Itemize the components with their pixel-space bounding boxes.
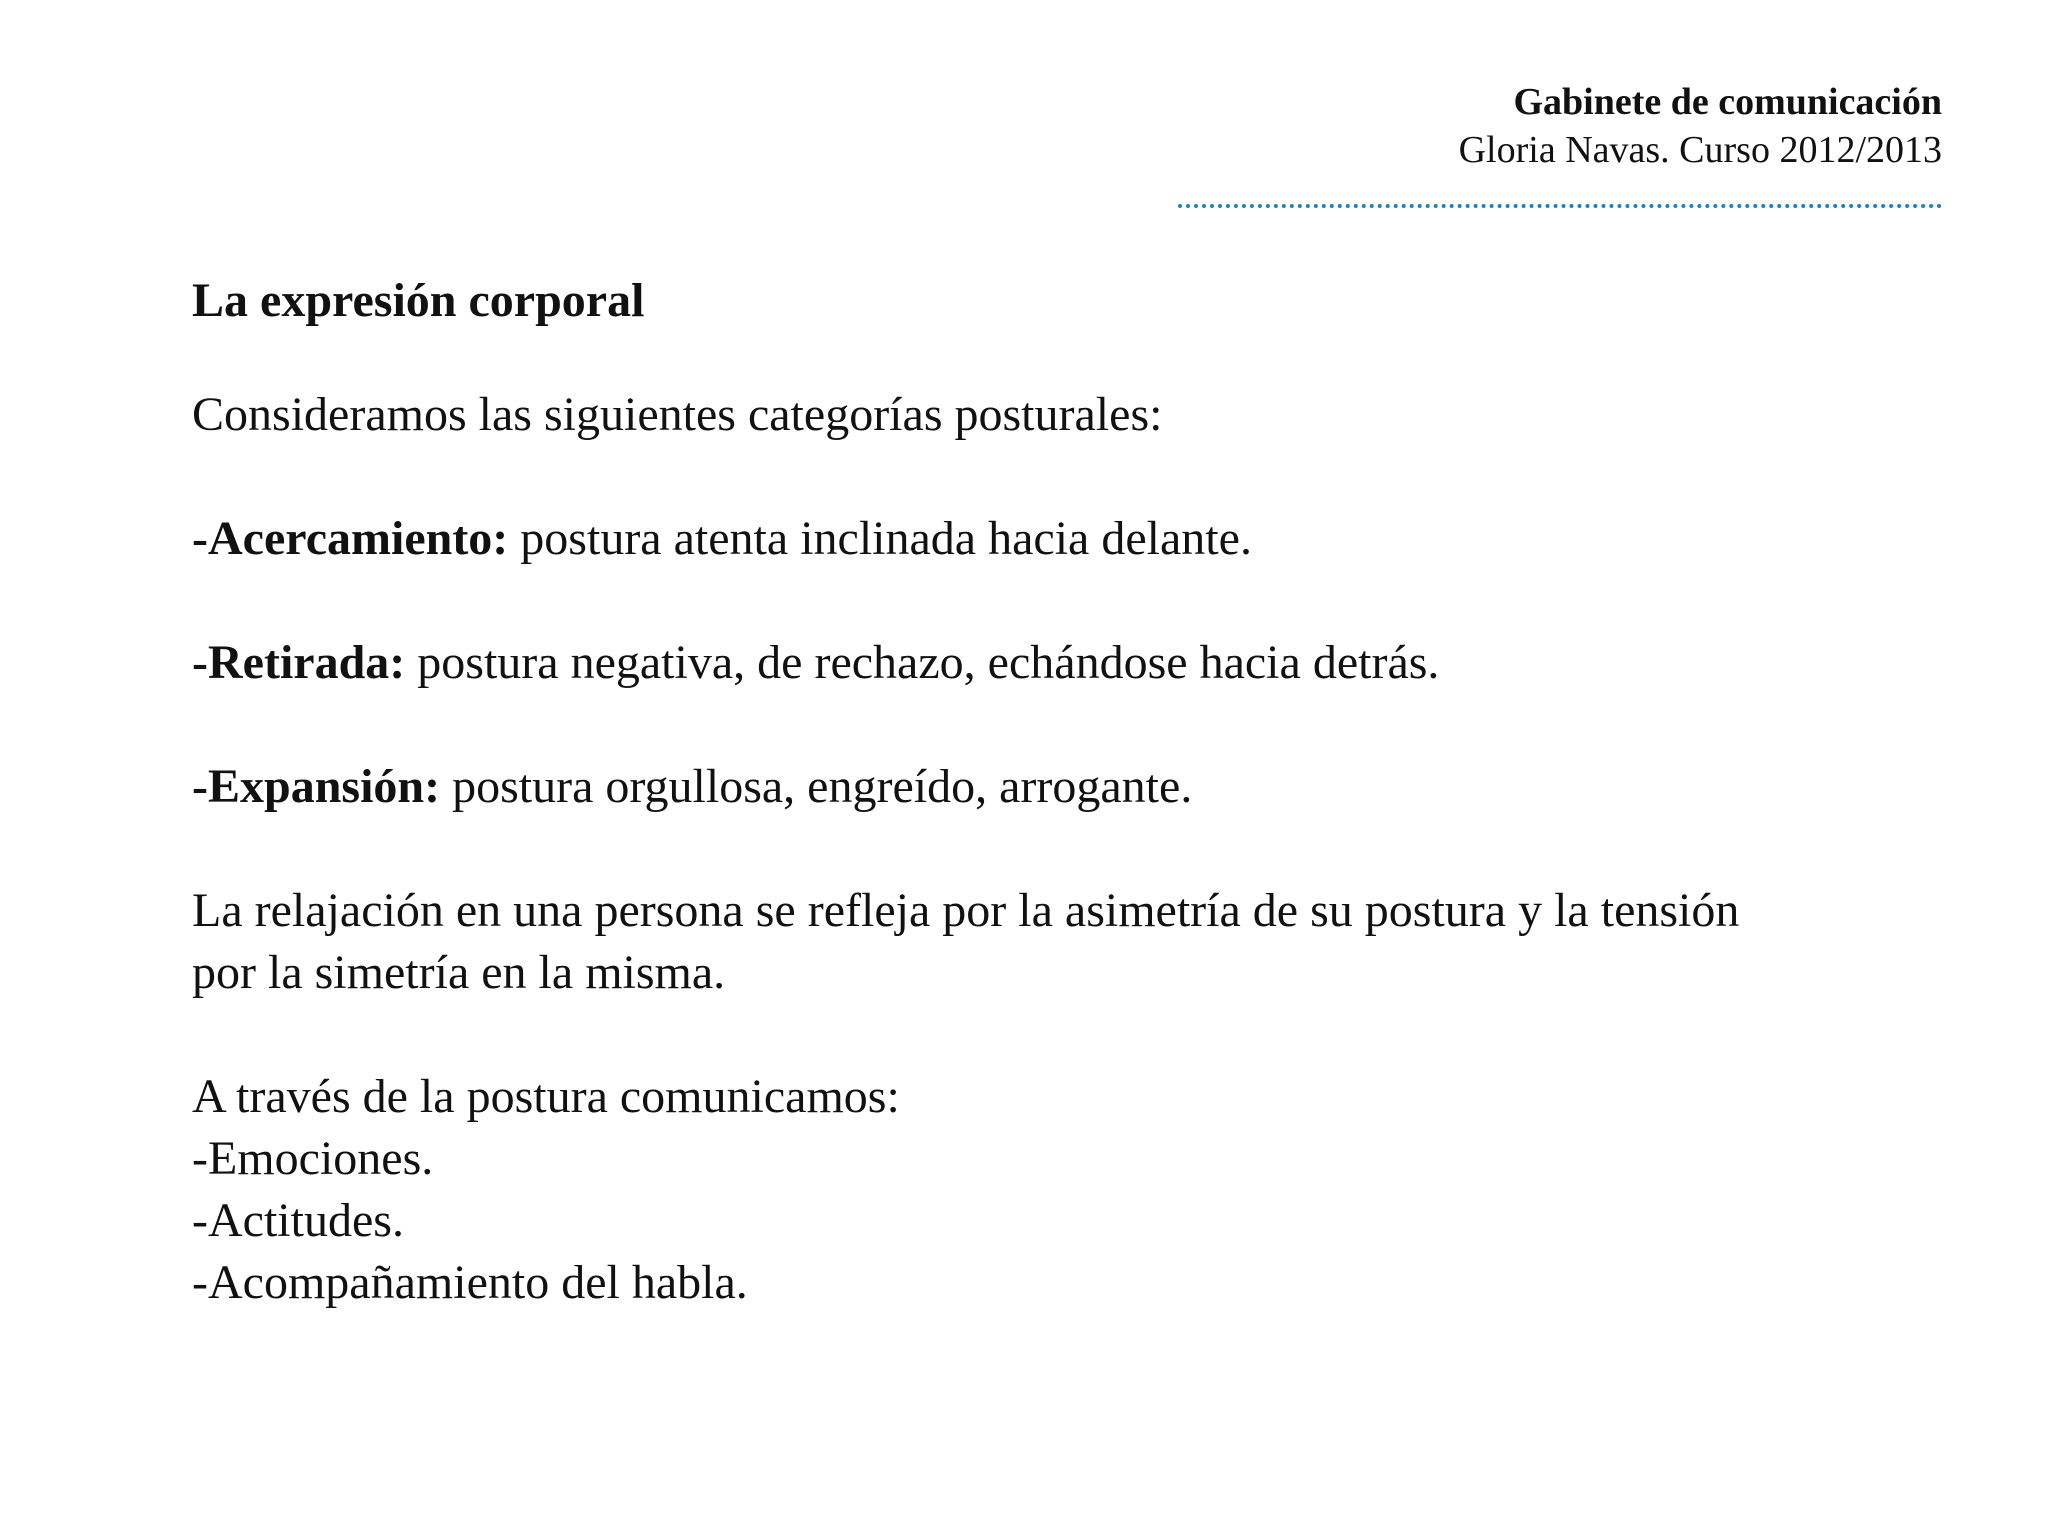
- category-term: -Retirada:: [192, 636, 406, 689]
- category-description: postura orgullosa, engreído, arrogante.: [440, 760, 1193, 813]
- relaxation-line-2: por la simetría en la misma.: [192, 946, 726, 999]
- category-term: -Acercamiento:: [192, 512, 509, 565]
- header-subtitle: Gloria Navas. Curso 2012/2013: [1458, 129, 1942, 171]
- section-title: La expresión corporal: [192, 274, 645, 327]
- list-item: -Emociones.: [192, 1132, 434, 1185]
- relaxation-paragraph: [192, 880, 1912, 1004]
- category-acercamiento: [192, 508, 1912, 570]
- list-item: -Actitudes.: [192, 1194, 404, 1247]
- posture-intro: A través de la postura comunicamos:: [192, 1070, 900, 1123]
- header-divider: [1178, 204, 1942, 208]
- category-term: -Expansión:: [192, 760, 441, 813]
- relaxation-line-1: La relajación en una persona se refleja por la asimetría de su postura y la tensión: [192, 884, 1740, 937]
- category-description: postura atenta inclinada hacia delante.: [508, 512, 1252, 565]
- header-title: Gabinete de comunicación: [1513, 81, 1942, 123]
- content: [192, 262, 1912, 1314]
- intro-text: Consideramos las siguientes categorías posturales:: [192, 388, 1163, 441]
- category-expansion: [192, 756, 1912, 818]
- list-item: -Acompañamiento del habla.: [192, 1256, 748, 1309]
- header: [1459, 78, 1942, 174]
- category-description: postura negativa, de rechazo, echándose hacia detrás.: [405, 636, 1440, 689]
- category-retirada: [192, 632, 1912, 694]
